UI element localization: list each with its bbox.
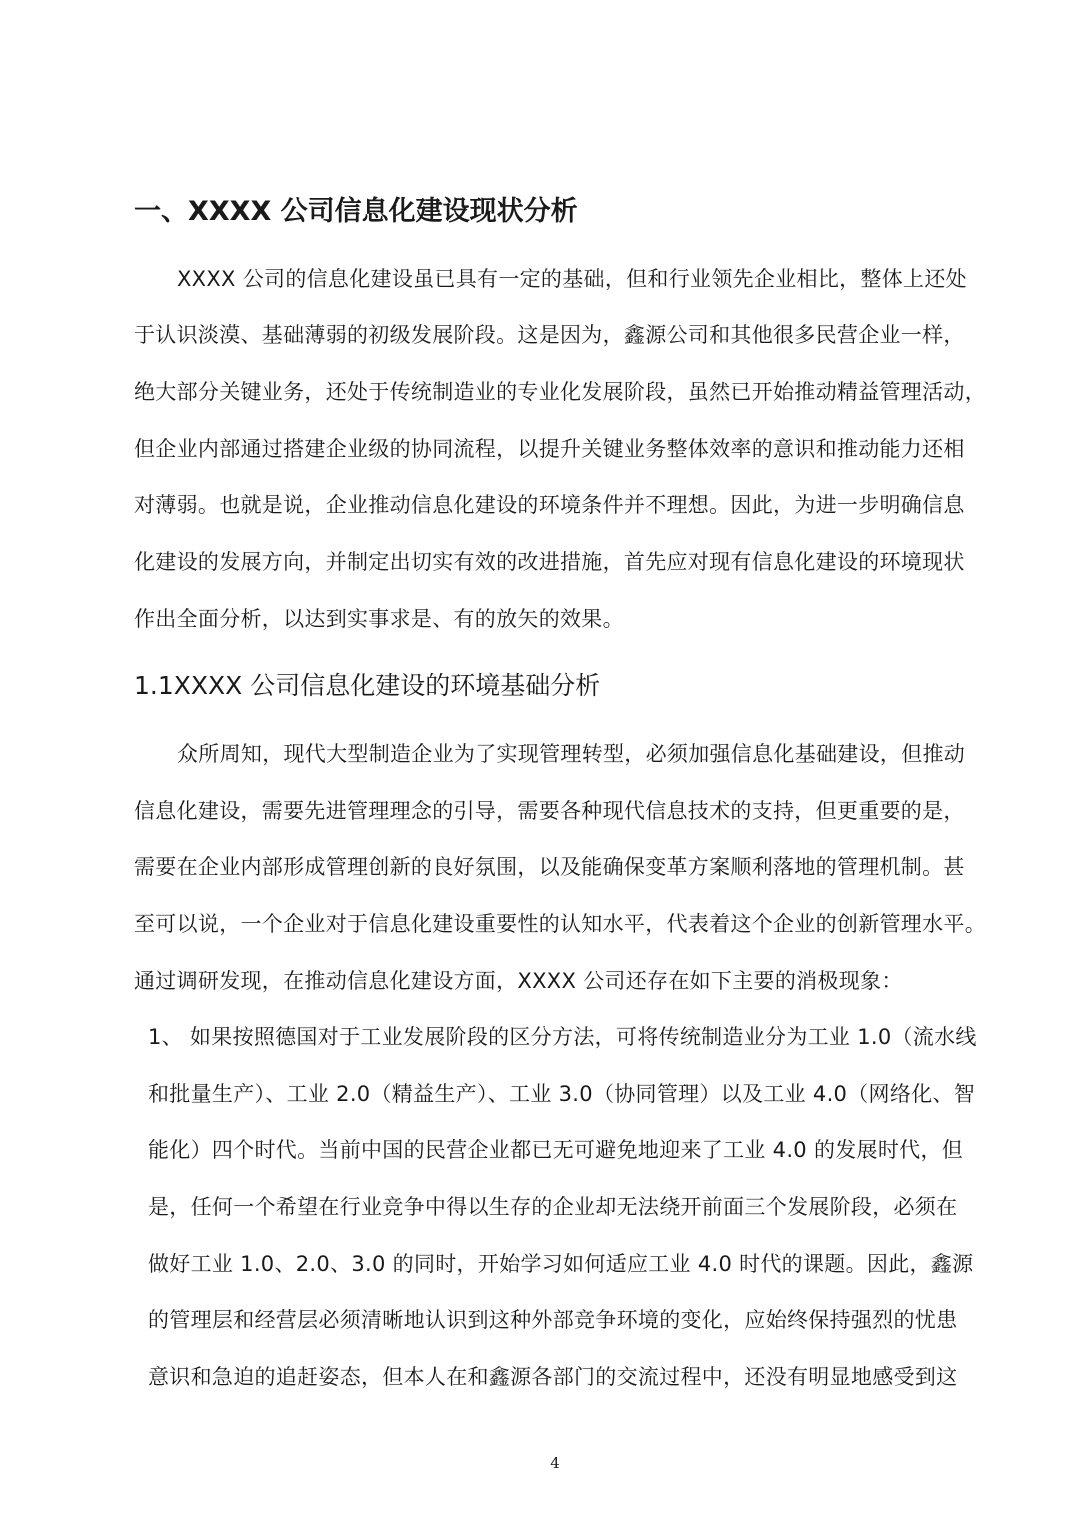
section-heading: 一、XXXX 公司信息化建设现状分析 (134, 196, 578, 227)
paragraph-line: XXXX 公司的信息化建设虽已具有一定的基础，但和行业领先企业相比，整体上还处 (177, 267, 967, 291)
paragraph-line: 需要在企业内部形成管理创新的良好氛围，以及能确保变革方案顺利落地的管理机制。甚 (134, 855, 965, 879)
list-item-line: 是，任何一个希望在行业竞争中得以生存的企业却无法绕开前面三个发展阶段，必须在 (148, 1195, 958, 1219)
page-number: 4 (550, 1454, 560, 1472)
paragraph-line: 信息化建设，需要先进管理理念的引导，需要各种现代信息技术的支持，但更重要的是， (134, 799, 965, 823)
list-item-line: 能化）四个时代。当前中国的民营企业都已无可避免地迎来了工业 4.0 的发展时代，但 (148, 1138, 964, 1162)
paragraph-line: 作出全面分析，以达到实事求是、有的放矢的效果。 (134, 607, 624, 631)
paragraph-line: 但企业内部通过搭建企业级的协同流程，以提升关键业务整体效率的意识和推动能力还相 (134, 437, 965, 461)
list-item-line: 和批量生产）、工业 2.0（精益生产）、工业 3.0（协同管理）以及工业 4.0（网络化、智 (148, 1082, 976, 1106)
list-item-line: 做好工业 1.0、2.0、3.0 的同时，开始学习如何适应工业 4.0 时代的课题。因此，鑫源 (148, 1252, 974, 1276)
paragraph-line: 众所周知，现代大型制造企业为了实现管理转型，必须加强信息化基础建设，但推动 (177, 742, 966, 766)
paragraph-line: 于认识淡漠、基础薄弱的初级发展阶段。这是因为，鑫源公司和其他很多民营企业一样， (134, 323, 965, 347)
subsection-heading: 1.1XXXX 公司信息化建设的环境基础分析 (134, 671, 601, 700)
list-item-line: 的管理层和经营层必须清晰地认识到这种外部竞争环境的变化，应始终保持强烈的忧患 (148, 1308, 958, 1332)
paragraph-line: 绝大部分关键业务，还处于传统制造业的专业化发展阶段，虽然已开始推动精益管理活动， (134, 380, 986, 404)
paragraph-line: 至可以说，一个企业对于信息化建设重要性的认知水平，代表着这个企业的创新管理水平。 (134, 912, 986, 936)
paragraph-line: 对薄弱。也就是说，企业推动信息化建设的环境条件并不理想。因此，为进一步明确信息 (134, 493, 965, 517)
paragraph-line: 通过调研发现，在推动信息化建设方面，XXXX 公司还存在如下主要的消极现象： (134, 969, 903, 993)
paragraph-line: 化建设的发展方向，并制定出切实有效的改进措施，首先应对现有信息化建设的环境现状 (134, 550, 965, 574)
list-item-line: 1、 如果按照德国对于工业发展阶段的区分方法，可将传统制造业分为工业 1.0（流水线 (148, 1025, 977, 1049)
list-item-line: 意识和急迫的追赶姿态，但本人在和鑫源各部门的交流过程中，还没有明显地感受到这 (148, 1365, 958, 1389)
